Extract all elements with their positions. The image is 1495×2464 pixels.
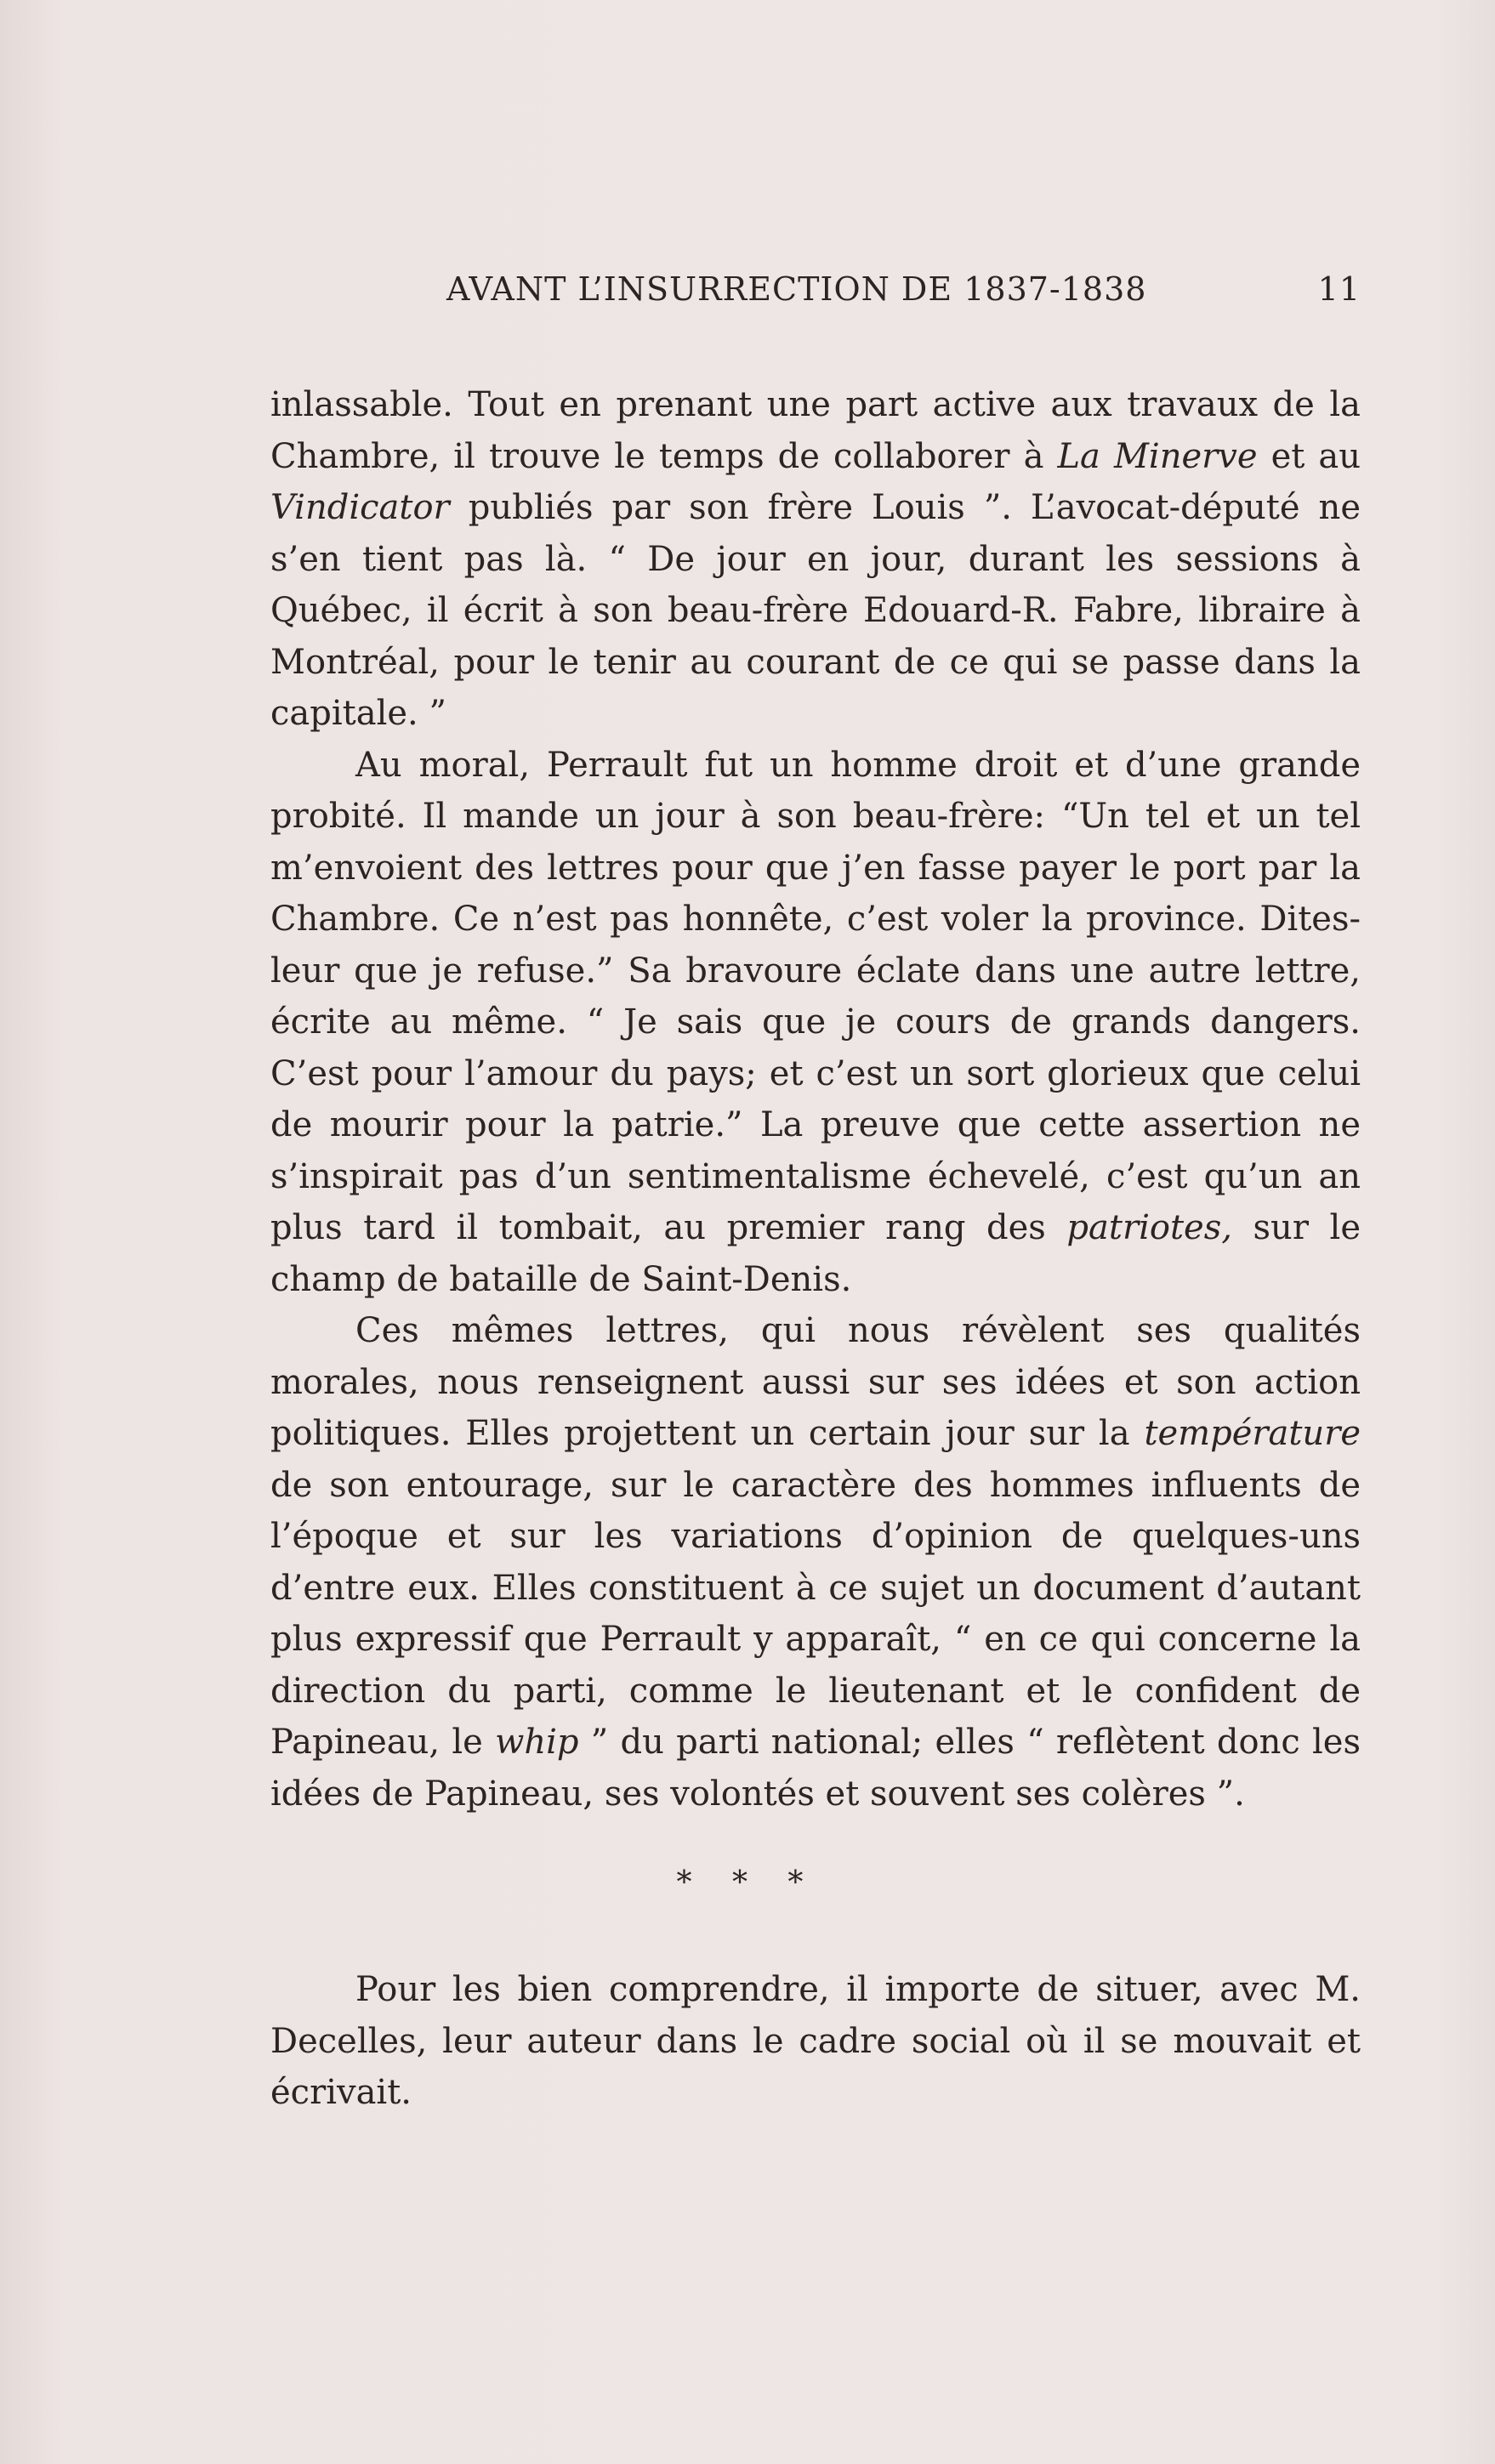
text-segment: et au [1257, 436, 1361, 476]
text-segment: inlassable. Tout en prenant une part active aux travaux de la Chambre, il trouve le temps de collaborer à [270, 385, 1361, 476]
italic-text: température [1144, 1414, 1361, 1453]
italic-text: whip [495, 1723, 579, 1762]
section-separator: * * * [676, 1865, 819, 1900]
paragraph [270, 1305, 1361, 1820]
text-segment: Pour les bien comprendre, il importe de situer, avec M. Decelles, leur auteur dans le cadre social où il se mouvait et écrivait. [270, 1970, 1361, 2112]
text-segment: de son entourage, sur le caractère des hommes influents de l’époque et sur les variations d’opinion de quelques-uns d’entre eux. Elles constituent à ce sujet un document d’autant plus expressif que Perrault y apparaît, “ en ce qui concerne la direction du parti, comme le lieutenant et le confident de Papineau, le [270, 1465, 1361, 1762]
running-title: AVANT L’INSURRECTION DE 1837-1838 [446, 270, 1147, 308]
italic-text: Vindicator [270, 488, 450, 527]
text-segment: Ces mêmes lettres, qui nous révèlent ses qualités morales, nous renseignent aussi sur ses idées et son action politiques. Elles projettent un certain jour sur la [270, 1311, 1361, 1453]
text-segment: Au moral, Perrault fut un homme droit et d’une grande probité. Il mande un jour à son beau-frère: “Un tel et un tel m’envoient des lettres pour que j’en fasse payer le port par la Chambre. Ce n’est pas honnête, c’est voler la province. Dites-leur que je refuse.” Sa bravoure éclate dans une autre lettre, écrite au même. “ Je sais que je cours de grands dangers. C’est pour l’amour du pays; et c’est un sort glorieux que celui de mourir pour la patrie.” La preuve que cette assertion ne s’inspirait pas d’un sentimentalisme échevelé, c’est qu’un an plus tard il tombait, au premier rang des [270, 745, 1361, 1247]
text-segment: ” du parti national; elles “ reflètent donc les idées de Papineau, ses volontés et souvent ses colères ”. [270, 1723, 1361, 1814]
text-segment: publiés par son frère Louis ”. L’avocat-député ne s’en tient pas là. “ De jour en jour, durant les sessions à Québec, il écrit à son beau-frère Edouard-R. Fabre, libraire à Montréal, pour le tenir au courant de ce qui se passe dans la capitale. ” [270, 488, 1361, 733]
page-number: 11 [1317, 270, 1361, 308]
text-segment: sur le champ de bataille de Saint-Denis. [270, 1208, 1361, 1299]
body-text [270, 379, 1361, 1820]
paragraph [270, 1964, 1361, 2119]
closing-text [270, 1964, 1361, 2119]
italic-text: patriotes, [1066, 1208, 1232, 1247]
italic-text: La Minerve [1057, 436, 1258, 476]
paragraph [270, 740, 1361, 1306]
paragraph [270, 379, 1361, 740]
